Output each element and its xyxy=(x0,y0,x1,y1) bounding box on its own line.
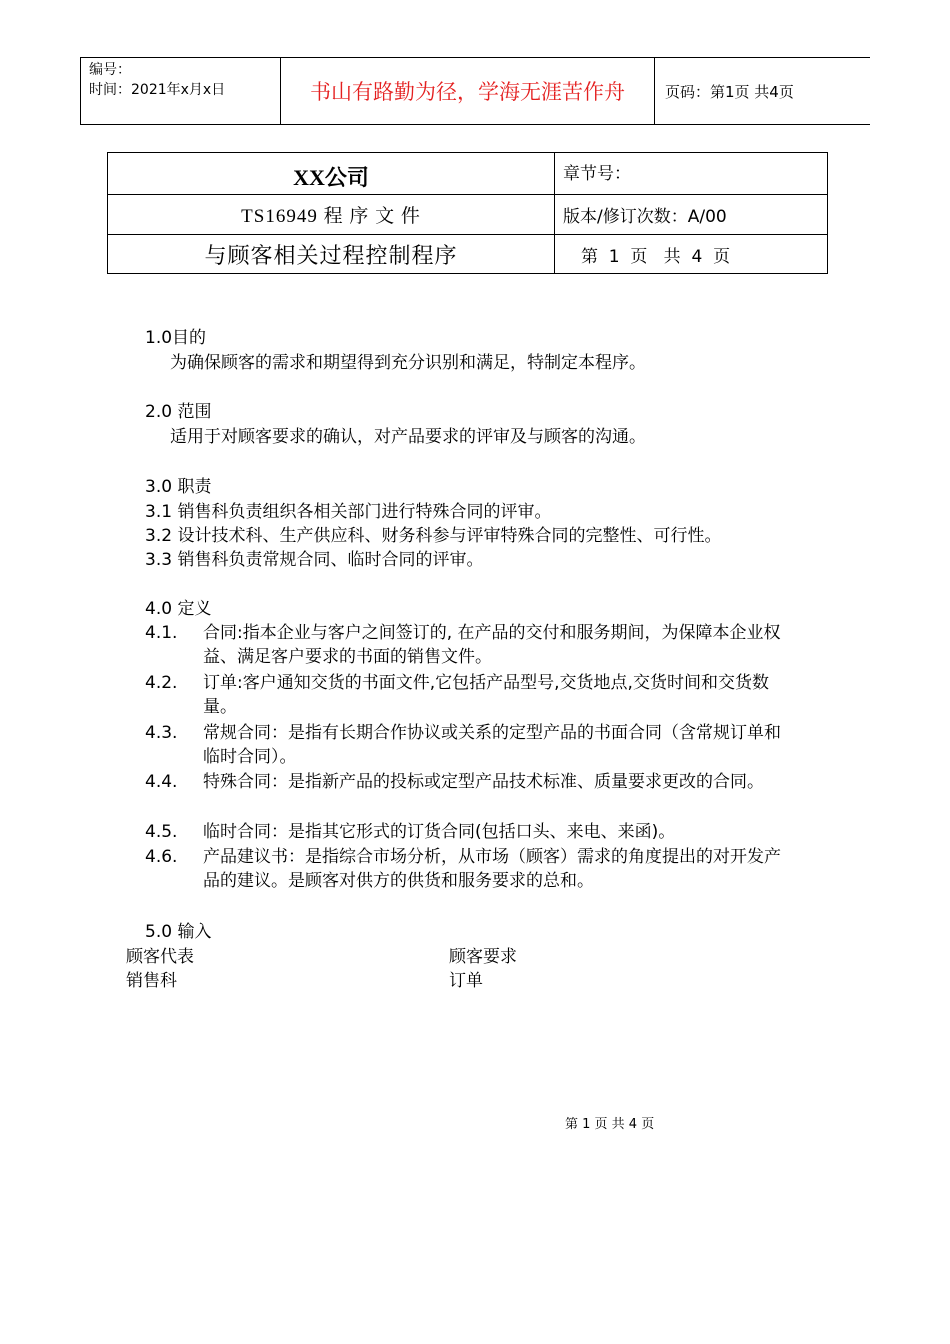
definition-number: 4.2. xyxy=(145,673,178,693)
info-row-doctype xyxy=(108,195,827,235)
section-3-item: 3.3 销售科负责常规合同、临时合同的评审。 xyxy=(145,550,484,570)
definition-number: 4.3. xyxy=(145,723,178,743)
input-right-item: 顾客要求 xyxy=(449,947,517,967)
document-type: TS16949 程 序 文 件 xyxy=(108,195,555,234)
definition-text: 特殊合同：是指新产品的投标或定型产品技术标准、质量要求更改的合同。 xyxy=(203,772,764,792)
definition-number: 4.4. xyxy=(145,772,178,792)
motto: 书山有路勤为径，学海无涯苦作舟 xyxy=(281,58,655,124)
section-3-title: 3.0 职责 xyxy=(145,477,212,497)
definition-number: 4.5. xyxy=(145,822,178,842)
info-row-company xyxy=(108,153,827,195)
section-1-title: 1.0目的 xyxy=(145,328,207,348)
document-info-table xyxy=(107,152,828,274)
serial-label: 编号： xyxy=(89,62,131,78)
input-left-item: 顾客代表 xyxy=(126,947,194,967)
document-header xyxy=(80,57,870,125)
section-1-body: 为确保顾客的需求和期望得到充分识别和满足，特制定本程序。 xyxy=(170,353,646,373)
section-3-item: 3.1 销售科负责组织各相关部门进行特殊合同的评审。 xyxy=(145,502,552,522)
input-right-item: 订单 xyxy=(449,971,483,991)
section-number-label: 章节号： xyxy=(563,164,631,184)
info-page: 第 1 页 共 4 页 xyxy=(581,246,731,267)
procedure-title: 与顾客相关过程控制程序 xyxy=(108,235,555,273)
definition-number: 4.6. xyxy=(145,847,178,867)
header-meta-cell xyxy=(81,58,281,124)
definition-text: 合同:指本企业与客户之间签订的, 在产品的交付和服务期间，为保障本企业权益、满足客户要求的书面的销售文件。 xyxy=(203,623,781,667)
definition-number: 4.1. xyxy=(145,623,178,643)
info-row-title xyxy=(108,235,827,273)
section-4-title: 4.0 定义 xyxy=(145,599,212,619)
definition-text: 订单:客户通知交货的书面文件,它包括产品型号,交货地点,交货时间和交货数量。 xyxy=(203,673,769,717)
section-2-body: 适用于对顾客要求的确认，对产品要求的评审及与顾客的沟通。 xyxy=(170,427,646,447)
version-label: 版本/修订次数：A/00 xyxy=(563,207,727,227)
page-code: 页码：第1页 共4页 xyxy=(665,82,794,101)
definition-text: 临时合同：是指其它形式的订货合同(包括口头、来电、来函)。 xyxy=(203,822,676,842)
page-footer: 第 1 页 共 4 页 xyxy=(565,1117,655,1132)
definition-text: 产品建议书：是指综合市场分析，从市场（顾客）需求的角度提出的对开发产品的建议。是顾客对供方的供货和服务要求的总和。 xyxy=(203,847,781,891)
company-name: XX公司 xyxy=(108,153,555,194)
section-3-item: 3.2 设计技术科、生产供应科、财务科参与评审特殊合同的完整性、可行性。 xyxy=(145,526,722,546)
section-2-title: 2.0 范围 xyxy=(145,402,212,422)
time-label: 时间：2021年x月x日 xyxy=(89,82,226,98)
section-5-title: 5.0 输入 xyxy=(145,922,212,942)
definition-text: 常规合同：是指有长期合作协议或关系的定型产品的书面合同（含常规订单和临时合同）。 xyxy=(203,723,781,767)
input-left-item: 销售科 xyxy=(126,971,177,991)
